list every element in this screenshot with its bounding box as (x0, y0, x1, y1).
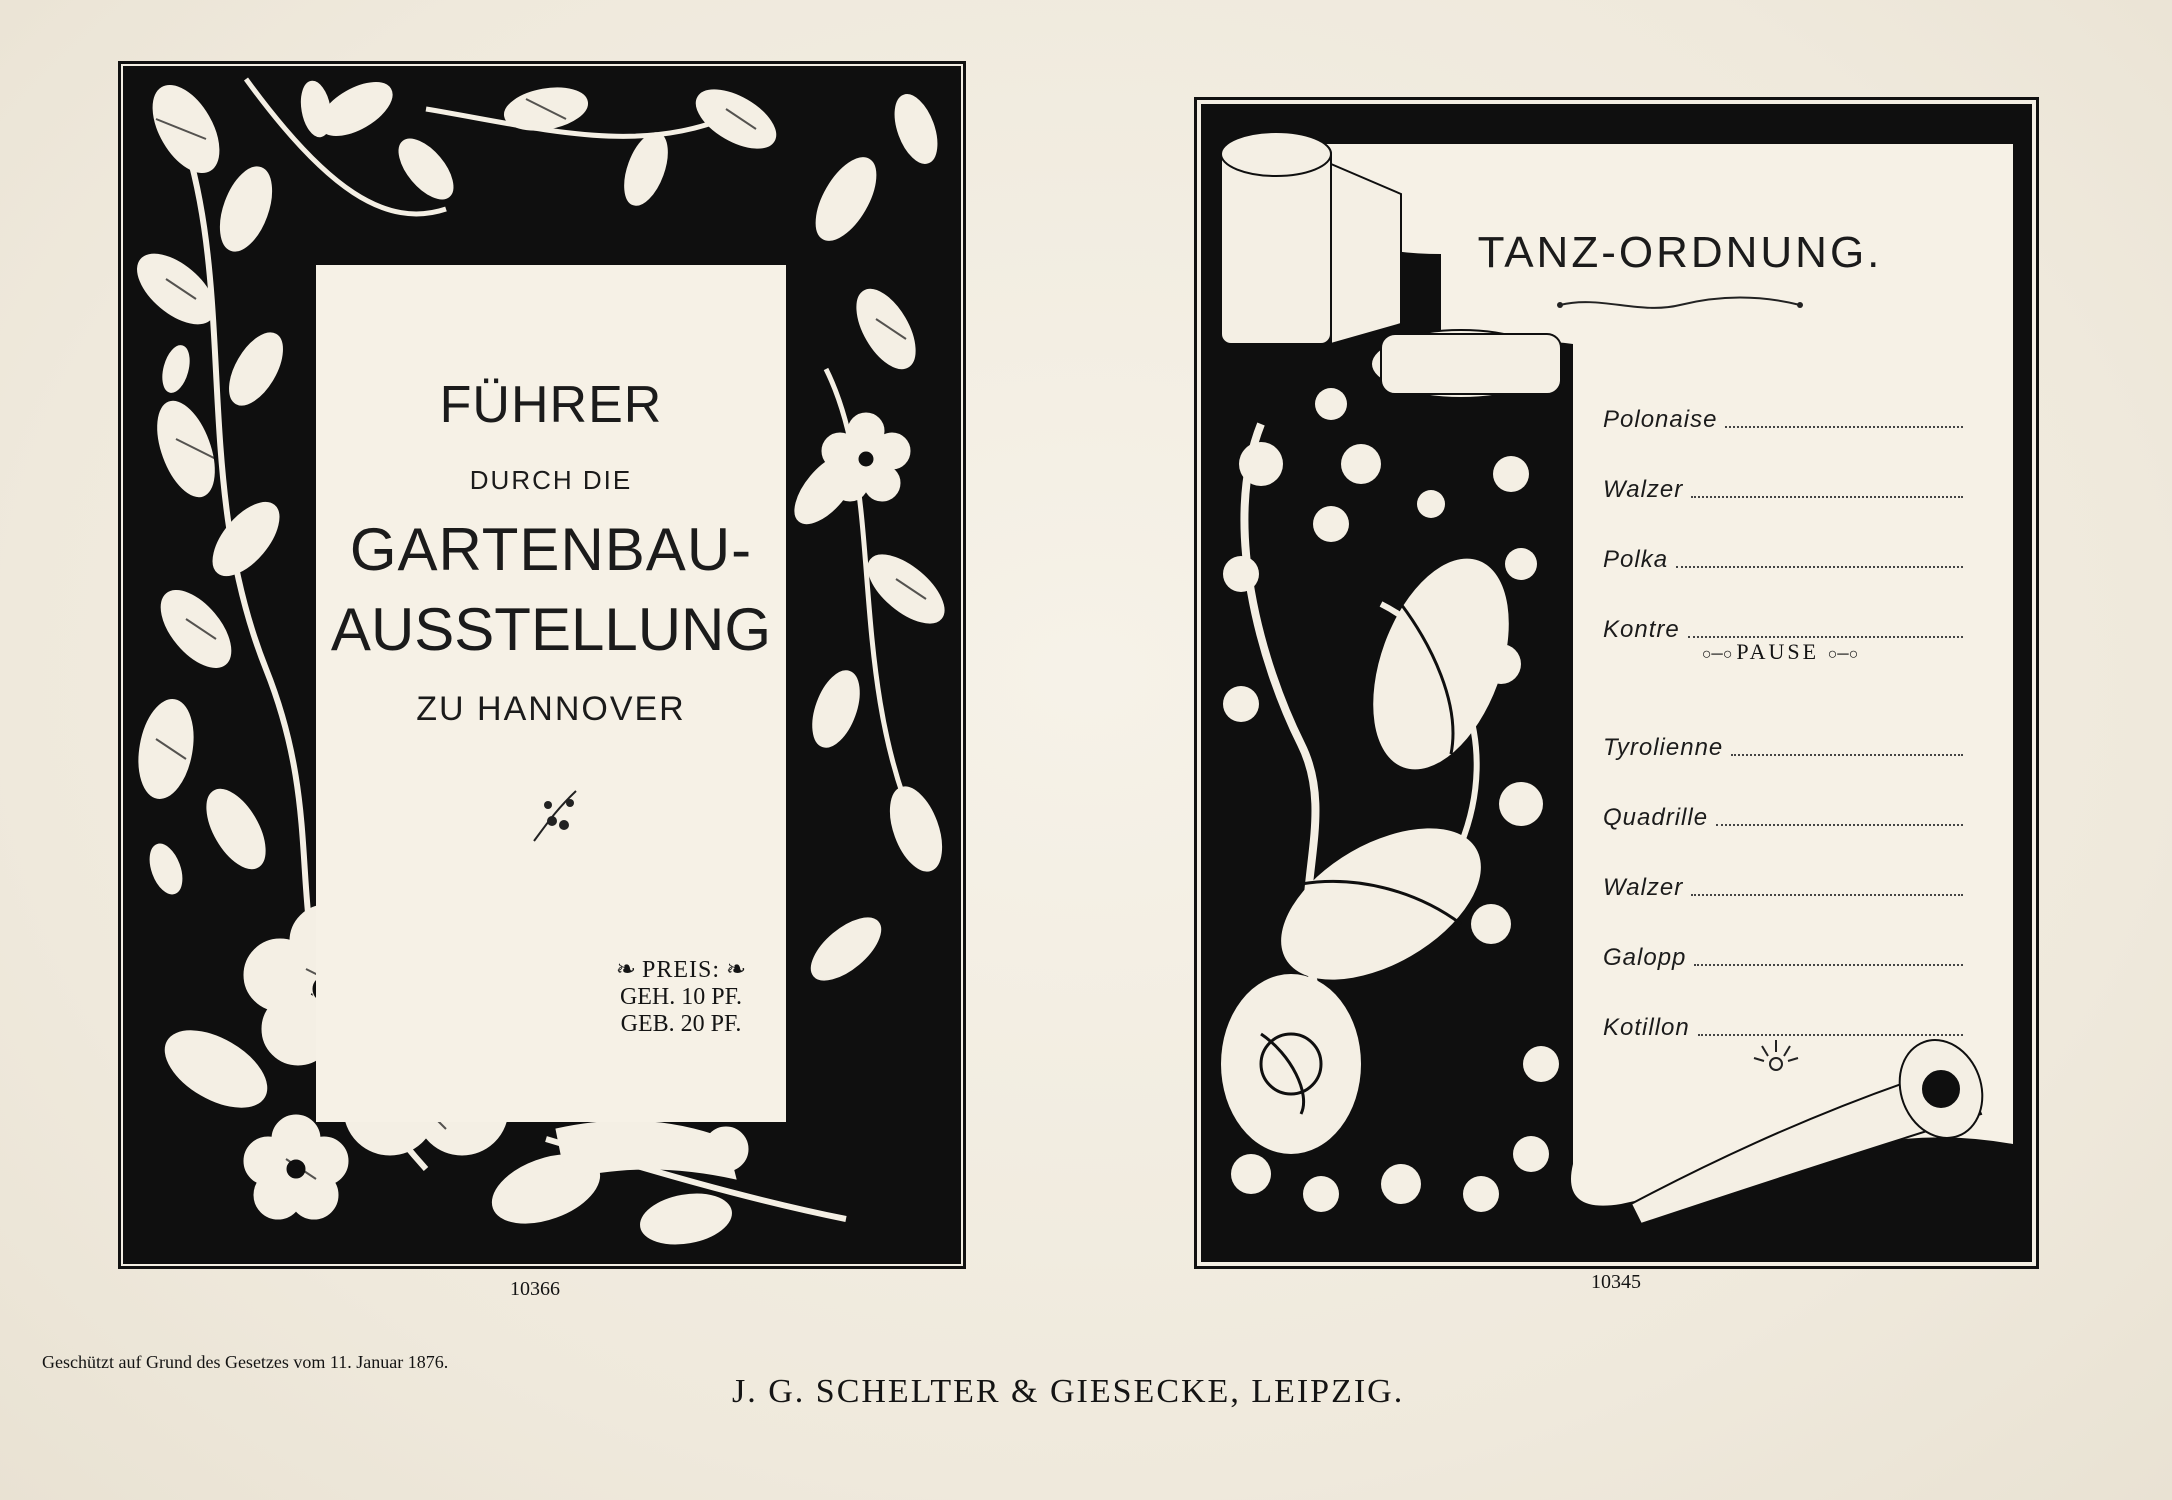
chain-ornament-icon: ○─○ (1827, 646, 1859, 663)
catalog-number-right: 10345 (1591, 1271, 1641, 1293)
dotted-leader (1725, 425, 1963, 428)
dance-name: Galopp (1603, 944, 1687, 971)
title-flourish-icon (1550, 290, 1810, 320)
garden-guide-card (123, 66, 961, 1264)
title-fuehrer: FÜHRER (439, 376, 663, 434)
dance-name: Walzer (1603, 874, 1684, 901)
dance-name: Tyrolienne (1603, 734, 1724, 761)
price-geh: GEH. 10 PF. (619, 984, 743, 1010)
dance-name: Quadrille (1603, 804, 1709, 831)
berry-sprig-icon (526, 785, 586, 845)
dotted-leader (1716, 823, 1963, 826)
dance-row (1603, 436, 1963, 506)
pause-divider (1660, 639, 1900, 665)
price-label-row (586, 957, 776, 984)
dotted-leader (1676, 565, 1963, 568)
title-gartenbau: GARTENBAU- (349, 516, 753, 583)
title-zu-hannover: ZU HANNOVER (416, 690, 686, 728)
chain-ornament-icon: ○─○ (1701, 646, 1737, 663)
price-geb: GEB. 20 PF. (620, 1011, 742, 1037)
dance-list (1603, 366, 1963, 1044)
dotted-leader (1731, 753, 1963, 756)
dance-row (1603, 366, 1963, 436)
pause-label: PAUSE (1736, 639, 1820, 664)
dance-row (1603, 694, 1963, 764)
dance-row (1603, 974, 1963, 1044)
sunburst-ornament-icon (1748, 1036, 1804, 1076)
copyright-note: Geschützt auf Grund des Gesetzes vom 11. Januar 1876. (42, 1352, 449, 1372)
dotted-leader (1688, 635, 1963, 638)
dance-row (1603, 576, 1963, 646)
title-panel (316, 265, 786, 1122)
leaf-ornament-icon: ❧ (615, 957, 636, 983)
dance-order-title: TANZ-ORDNUNG. (1477, 228, 1883, 277)
dance-row (1603, 506, 1963, 576)
dance-name: Walzer (1603, 476, 1684, 503)
dance-name: Kontre (1603, 616, 1680, 643)
title-durch-die: DURCH DIE (469, 465, 633, 495)
dance-row (1603, 834, 1963, 904)
catalog-number-left: 10366 (510, 1278, 560, 1300)
publisher-imprint: J. G. SCHELTER & GIESECKE, LEIPZIG. (732, 1373, 1405, 1410)
dance-row (1603, 764, 1963, 834)
dance-name: Polka (1603, 546, 1669, 573)
dance-name: Kotillon (1603, 1014, 1690, 1041)
dance-name: Polonaise (1603, 406, 1718, 433)
price-block (586, 957, 776, 1038)
dance-row (1603, 904, 1963, 974)
dotted-leader (1691, 893, 1963, 896)
dotted-leader (1698, 1033, 1963, 1036)
price-label: PREIS: (641, 957, 721, 983)
title-ausstellung: AUSSTELLUNG (330, 596, 772, 663)
leaf-ornament-icon: ❧ (726, 957, 747, 983)
dotted-leader (1691, 495, 1963, 498)
dotted-leader (1694, 963, 1963, 966)
